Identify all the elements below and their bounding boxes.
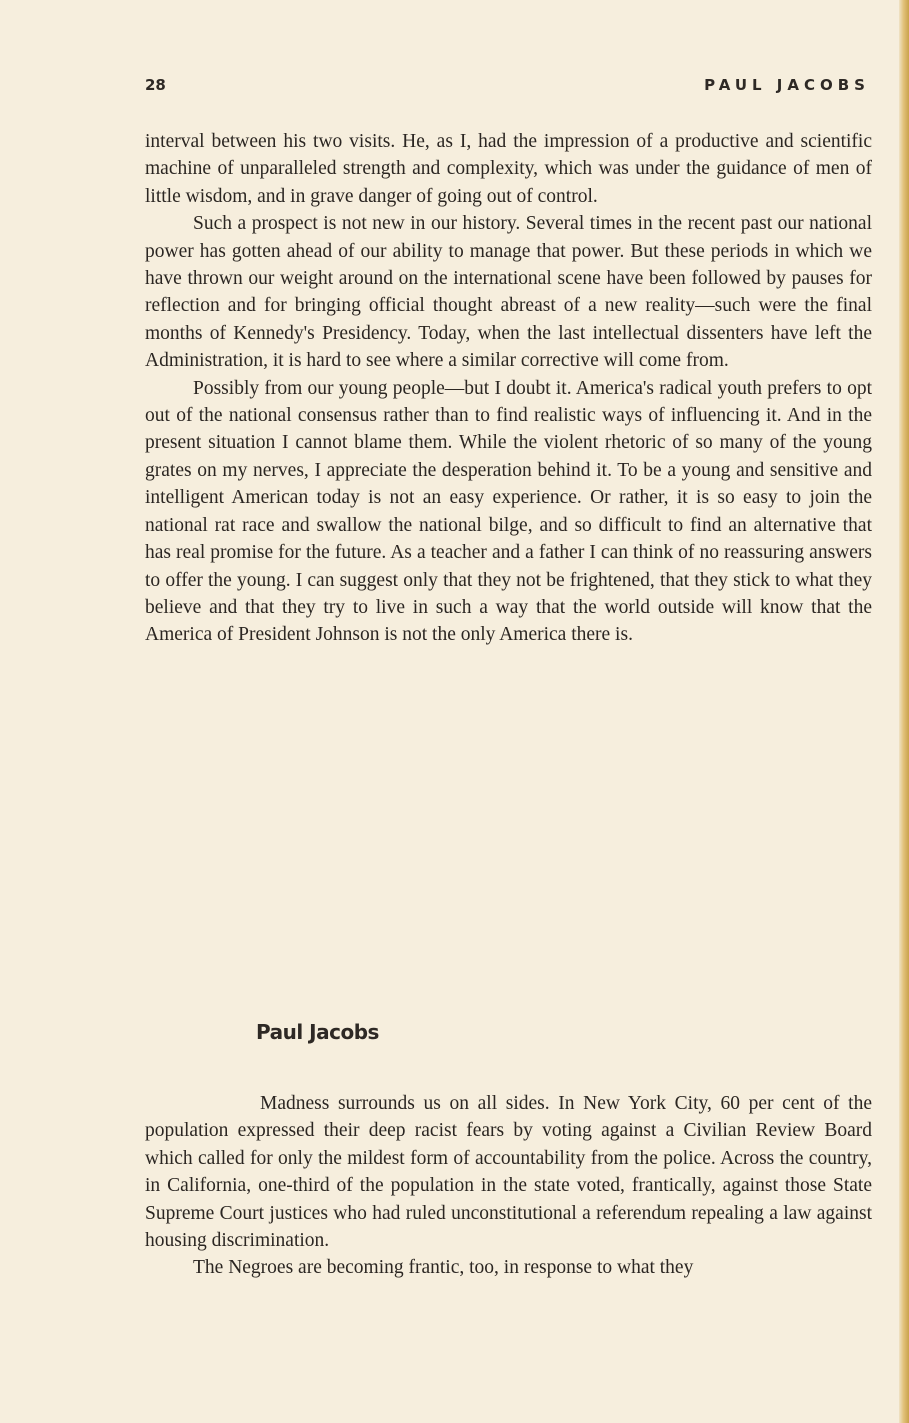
paragraph: Such a prospect is not new in our history. Several times in the recent past our national power has gotten ahead of our ability to manage that power. But these periods in which we have thrown our weight around on the international scene have been followed by pauses for reflection and for bringing official thought abreast of a new reality—such were the final months of Kennedy's Presidency. Today, when the last intellectual dissenters have left the Administration, it is hard to see where a similar corrective will come from. <box>145 213 872 372</box>
paragraph: Madness surrounds us on all sides. In New York City, 60 per cent of the population expressed their deep racist fears by voting against a Civilian Review Board which called for only the mildest form of accountability from the police. Across the country, in California, one-third of the population in the state voted, frantically, against those State Supreme Court justices who had ruled unconstitutional a referendum repealing a law against housing discrimination. <box>145 1093 872 1252</box>
paragraph: The Negroes are becoming frantic, too, in response to what they <box>193 1257 694 1279</box>
paragraph: Possibly from our young people—but I doubt it. America's radical youth prefers to opt out of the national consensus rather than to find realistic ways of influencing it. And in the present situation I cannot blame them. While the violent rhetoric of so many of the young grates on my nerves, I appreciate the desperation behind it. To be a young and sensitive and intelligent American today is not an easy experience. Or rather, it is so easy to join the national rat race and swallow the national bilge, and so difficult to find an alternative that has real promise for the future. As a teacher and a father I can think of no reassuring answers to offer the young. I can suggest only that they not be frightened, that they stick to what they believe and that they try to live in such a way that the world outside will know that the America of President Johnson is not the only America there is. <box>145 377 872 646</box>
page-edge <box>899 0 909 1423</box>
running-title: PAUL JACOBS <box>704 76 870 94</box>
paragraph: interval between his two visits. He, as I, had the impression of a productive and scientific machine of unparalleled strength and complexity, which was under the guidance of men of little wisdom, and in grave danger of going out of control. <box>145 131 872 207</box>
essay-text <box>145 1090 872 1282</box>
page-number: 28 <box>145 76 166 94</box>
running-head <box>145 76 870 100</box>
previous-essay-text <box>145 128 872 649</box>
essay-author-heading: Paul Jacobs <box>256 1020 379 1044</box>
